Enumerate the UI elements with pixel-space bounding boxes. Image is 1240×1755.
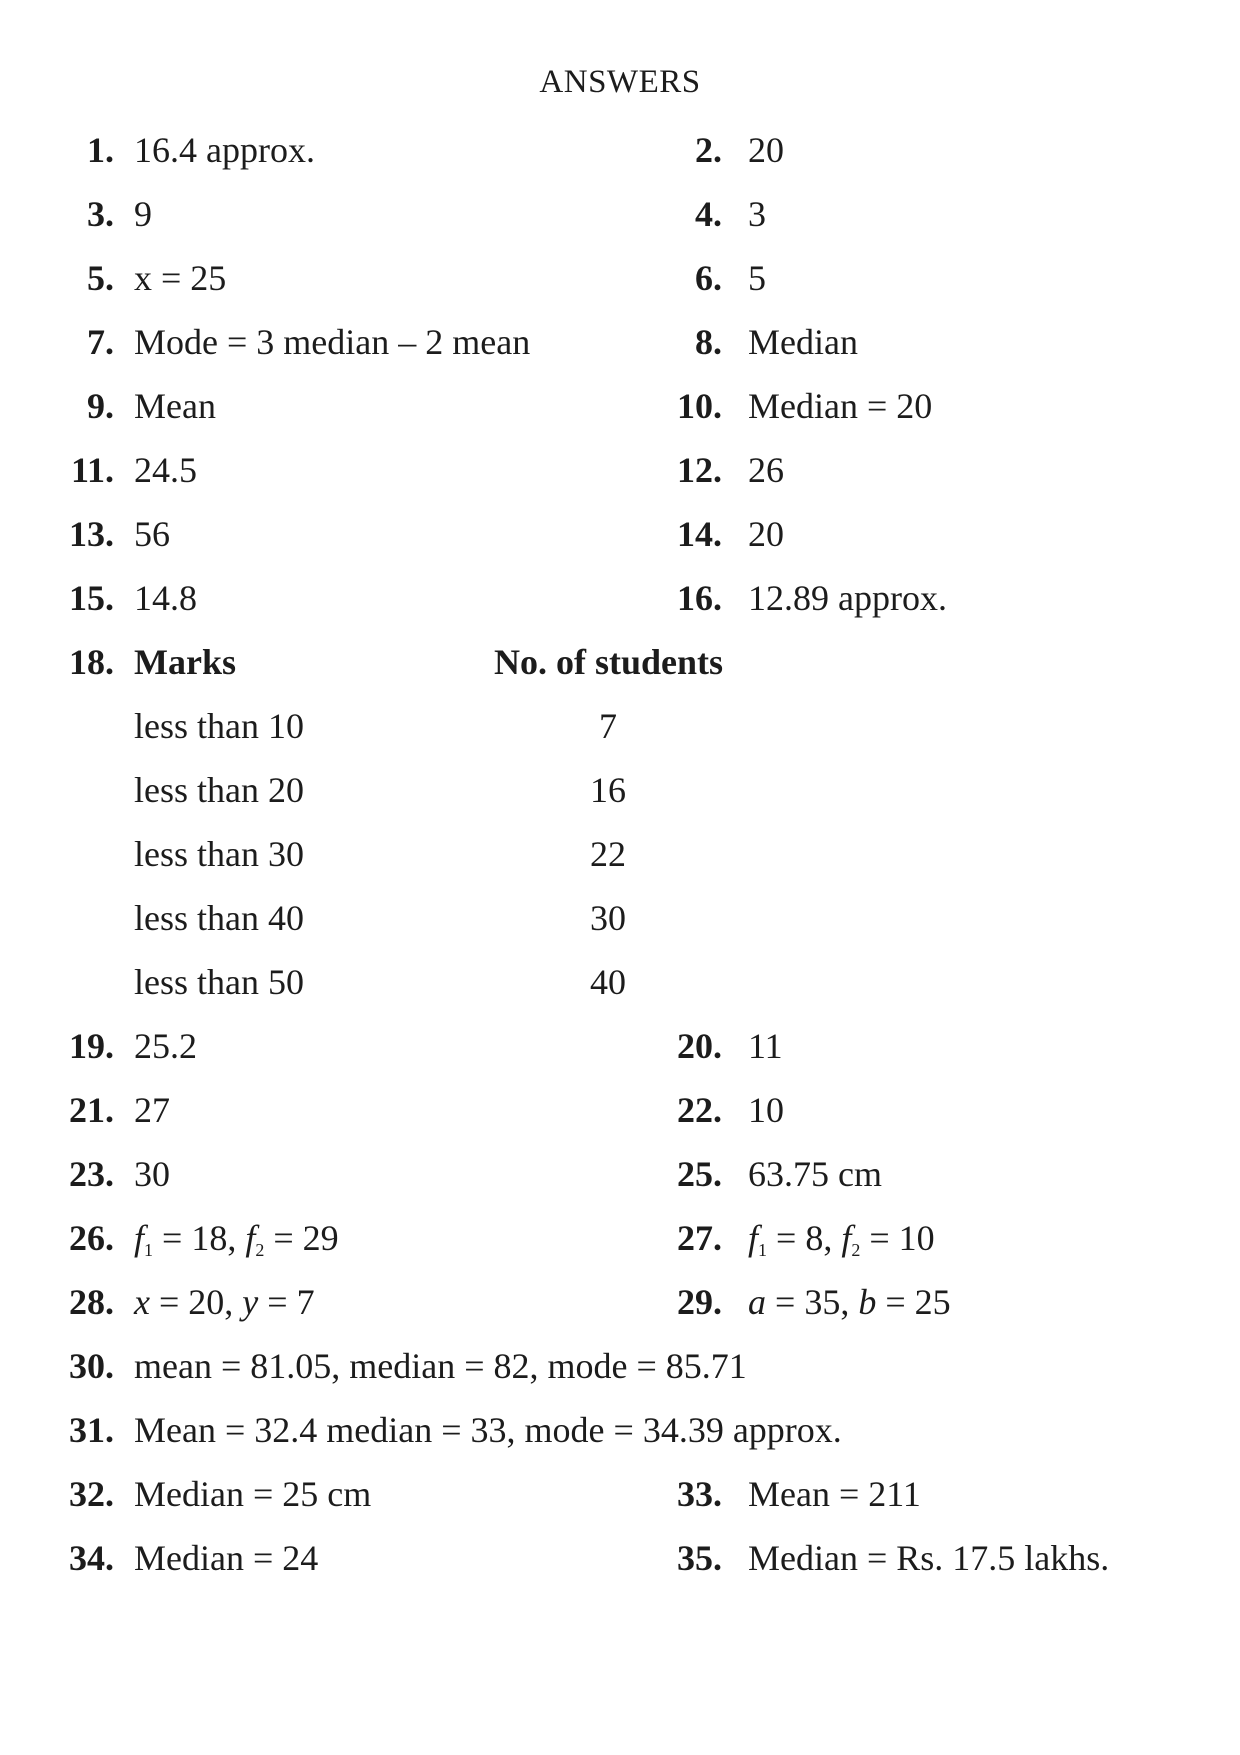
answer-number: 6.: [695, 258, 722, 298]
answer-text: 12.89 approx.: [748, 578, 947, 618]
answer-number: 30.: [69, 1346, 114, 1386]
answer-text: Mean = 32.4 median = 33, mode = 34.39 approx.: [134, 1410, 842, 1450]
answer-row: [0, 1472, 1240, 1516]
answer-row: [0, 128, 1240, 172]
marks-cell: less than 40: [134, 898, 304, 938]
answer-number: 1.: [87, 130, 114, 170]
answer-number: 18.: [69, 642, 114, 682]
answer-row: [0, 1152, 1240, 1196]
answer-row: [0, 576, 1240, 620]
students-cell: 16: [590, 770, 626, 810]
y-value: 7: [296, 1282, 315, 1322]
answer-number: 27.: [677, 1218, 722, 1258]
answer-number: 7.: [87, 322, 114, 362]
answer-text: 56: [134, 514, 170, 554]
answer-number: 33.: [677, 1474, 722, 1514]
marks-cell: less than 20: [134, 770, 304, 810]
answer-text: 16.4 approx.: [134, 130, 315, 170]
page-title: ANSWERS: [539, 64, 701, 100]
answer-text: 24.5: [134, 450, 197, 490]
answer-text: Mean = 211: [748, 1474, 921, 1514]
answer-number: 10.: [677, 386, 722, 426]
answer-row: [0, 192, 1240, 236]
answer-text: Median = 24: [134, 1538, 319, 1578]
marks-cell: less than 50: [134, 962, 304, 1002]
answer-text: Mode = 3 median – 2 mean: [134, 322, 531, 362]
q18-table-row: [0, 704, 1240, 748]
students-cell: 22: [590, 834, 626, 874]
answer-number: 20.: [677, 1026, 722, 1066]
answer-number: 21.: [69, 1090, 114, 1130]
answer-number: 13.: [69, 514, 114, 554]
answer-text: Median = 25 cm: [134, 1474, 372, 1514]
answer-number: 26.: [69, 1218, 114, 1258]
answer-row: [0, 256, 1240, 300]
students-cell: 40: [590, 962, 626, 1002]
answer-number: 35.: [677, 1538, 722, 1578]
marks-cell: less than 30: [134, 834, 304, 874]
answer-number: 11.: [70, 450, 114, 490]
answer-text: Mean: [134, 386, 216, 426]
answer-row: [0, 1408, 1240, 1452]
marks-cell: less than 10: [134, 706, 304, 746]
q18-table-row: [0, 896, 1240, 940]
q18-table-row: [0, 832, 1240, 876]
answer-text: 26: [748, 450, 784, 490]
answer-text: Median: [748, 322, 858, 362]
students-cell: 30: [590, 898, 626, 938]
answer-number: 19.: [69, 1026, 114, 1066]
answer-text: 5: [748, 258, 766, 298]
answer-number: 15.: [69, 578, 114, 618]
answer-text: 11: [748, 1026, 783, 1066]
answer-text: 14.8: [134, 578, 197, 618]
marks-column-header: Marks: [134, 642, 236, 682]
answer-text: mean = 81.05, median = 82, mode = 85.71: [134, 1346, 747, 1386]
answer-text: 30: [134, 1154, 170, 1194]
answer-number: 3.: [87, 194, 114, 234]
answer-text: x = 20, y = 7: [134, 1282, 315, 1322]
answer-number: 31.: [69, 1410, 114, 1450]
answer-number: 25.: [677, 1154, 722, 1194]
answer-number: 9.: [87, 386, 114, 426]
answer-row: [0, 1088, 1240, 1132]
answer-row: [0, 384, 1240, 428]
answer-text: 63.75 cm: [748, 1154, 882, 1194]
answer-number: 2.: [695, 130, 722, 170]
answer-text: $f_1 = 18$, $f_2 = 29$: [134, 1218, 339, 1260]
f1-value: 18: [191, 1218, 228, 1258]
answer-row: [0, 1024, 1240, 1068]
answer-number: 16.: [677, 578, 722, 618]
answer-number: 28.: [69, 1282, 114, 1322]
answer-text: 20: [748, 514, 784, 554]
answer-number: 29.: [677, 1282, 722, 1322]
answer-text: 27: [134, 1090, 170, 1130]
q18-table-row: [0, 960, 1240, 1004]
answer-row: [0, 448, 1240, 492]
answer-text: x = 25: [134, 258, 227, 298]
answer-row: [0, 1216, 1240, 1260]
students-column-header: No. of students: [494, 642, 724, 682]
answer-text: 10: [748, 1090, 784, 1130]
answer-text: 3: [748, 194, 766, 234]
a-value: 35: [804, 1282, 841, 1322]
answer-row: [0, 512, 1240, 556]
answer-number: 34.: [69, 1538, 114, 1578]
answer-text: 20: [748, 130, 784, 170]
b-value: 25: [914, 1282, 951, 1322]
q18-header-row: [0, 640, 1240, 684]
answer-number: 8.: [695, 322, 722, 362]
q18-table-row: [0, 768, 1240, 812]
answer-number: 22.: [677, 1090, 722, 1130]
x-value: 20: [188, 1282, 225, 1322]
answer-number: 14.: [677, 514, 722, 554]
f2-value: 10: [898, 1218, 935, 1258]
answer-row: [0, 1344, 1240, 1388]
answer-number: 4.: [695, 194, 722, 234]
answer-number: 12.: [677, 450, 722, 490]
answer-row: [0, 320, 1240, 364]
answer-text: Median = Rs. 17.5 lakhs.: [748, 1538, 1110, 1578]
f2-value: 29: [302, 1218, 339, 1258]
answer-text: Median = 20: [748, 386, 933, 426]
answer-text: $f_1 = 8$, $f_2 = 10$: [748, 1218, 935, 1260]
answer-text: 9: [134, 194, 152, 234]
answer-text: a = 35, b = 25: [748, 1282, 951, 1322]
answer-text: 25.2: [134, 1026, 197, 1066]
answer-number: 23.: [69, 1154, 114, 1194]
answer-row: [0, 1536, 1240, 1580]
answer-number: 5.: [87, 258, 114, 298]
answer-row: [0, 1280, 1240, 1324]
answer-number: 32.: [69, 1474, 114, 1514]
f1-value: 8: [805, 1218, 824, 1258]
students-cell: 7: [599, 706, 617, 746]
